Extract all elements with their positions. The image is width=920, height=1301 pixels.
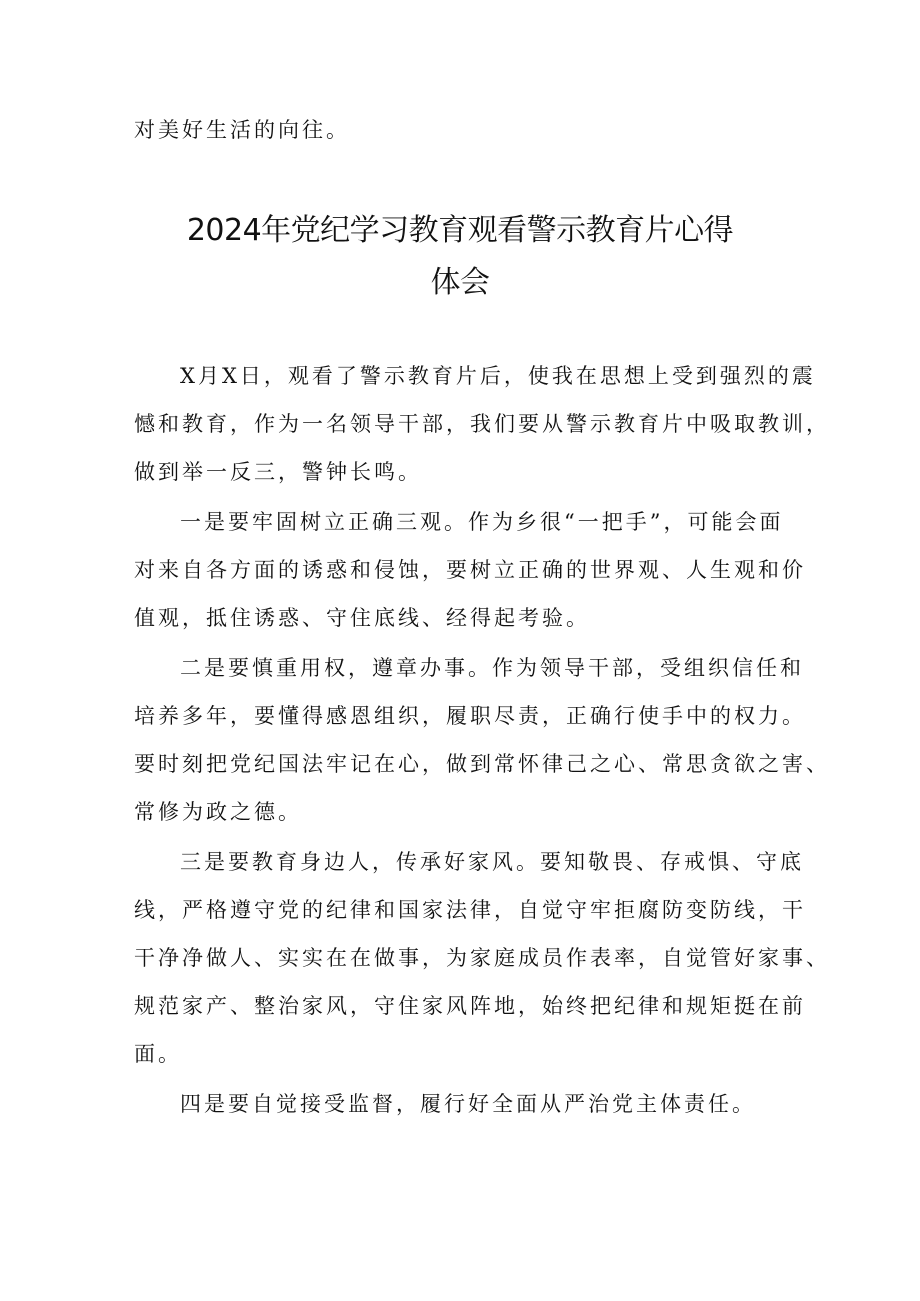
document-title-line-2: 体会 [430,265,490,300]
paragraph-1-line-1: X月X日，观看了警示教育片后，使我在思想上受到强烈的震 [180,364,816,388]
carryover-line: 对美好生活的向往。 [134,118,350,142]
paragraph-3-line-4: 常修为政之德。 [134,800,302,824]
paragraph-2-line-3: 值观，抵住诱惑、守住底线、经得起考验。 [134,606,590,630]
paragraph-4-line-4: 规范家产、整治家风，守住家风阵地，始终把纪律和规矩挺在前 [134,994,806,1018]
document-title-line-1: 2024年党纪学习教育观看警示教育片心得 [186,213,734,248]
paragraph-1-line-3: 做到举一反三，警钟长鸣。 [134,460,422,484]
paragraph-4-line-2: 线，严格遵守党的纪律和国家法律，自觉守牢拒腐防变防线，干 [134,898,806,922]
paragraph-3-line-1: 二是要慎重用权，遵章办事。作为领导干部，受组织信任和 [180,656,804,680]
paragraph-2-line-2: 对来自各方面的诱惑和侵蚀，要树立正确的世界观、人生观和价 [134,558,806,582]
paragraph-2-line-1: 一是要牢固树立正确三观。作为乡很“一把手”，可能会面 [180,510,784,534]
paragraph-1-line-2: 憾和教育，作为一名领导干部，我们要从警示教育片中吸取教训， [134,412,830,436]
paragraph-4-line-3: 干净净做人、实实在在做事，为家庭成员作表率，自觉管好家事、 [134,946,830,970]
paragraph-3-line-2: 培养多年，要懂得感恩组织，履职尽责，正确行使手中的权力。 [134,704,806,728]
paragraph-4-line-5: 面。 [134,1042,182,1066]
paragraph-5-line-1: 四是要自觉接受监督，履行好全面从严治党主体责任。 [180,1092,756,1116]
paragraph-3-line-3: 要时刻把党纪国法牢记在心，做到常怀律己之心、常思贪欲之害、 [134,752,830,776]
paragraph-4-line-1: 三是要教育身边人，传承好家风。要知敬畏、存戒惧、守底 [180,850,804,874]
